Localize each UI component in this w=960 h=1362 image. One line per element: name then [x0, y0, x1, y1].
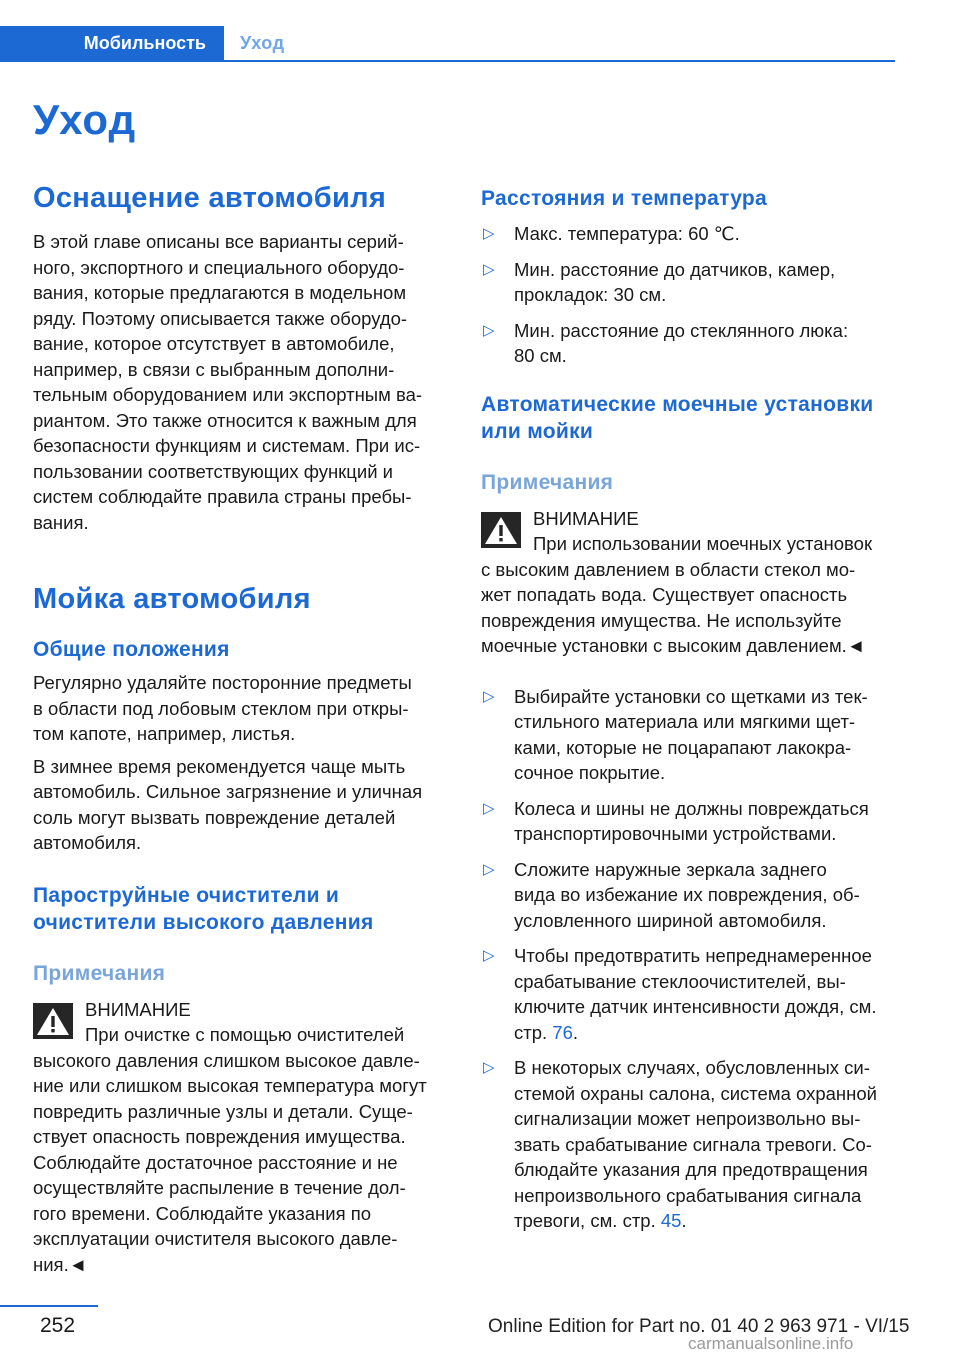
- list-item: [481, 221, 896, 247]
- page-title: Уход: [33, 96, 137, 143]
- triangle-bullet-icon: ▷: [483, 860, 495, 878]
- section-heading-equipment: Оснащение автомобиля: [33, 182, 387, 214]
- warning-text-right: При использовании моечных установок с высоким давлением в области стекол мо- жет попадать вода. Существует опасность повреждения имущества. Не используйте моечные установки с высоким давлением.◄: [481, 533, 873, 656]
- warning-triangle-icon: [481, 512, 521, 548]
- tab-care[interactable]: Уход: [240, 33, 285, 53]
- warning-block-left: [33, 995, 448, 1278]
- footer-rule: [0, 1305, 98, 1307]
- triangle-bullet-icon: ▷: [483, 947, 495, 964]
- list-item-text-tail: стр.: [514, 1021, 553, 1043]
- triangle-bullet-icon: ▷: [483, 225, 495, 242]
- list-item-text: В некоторых случаях, обусловленных си- стемой охраны салона, система охранной сигнализации может непроизвольно вы- звать срабатывание сигнала тревоги. Со- блюдайте указания для предотвращения непроизвольного срабатывания сигнала: [514, 1057, 877, 1206]
- warning-triangle-icon: [33, 1003, 73, 1039]
- list-item-text: Выбирайте установки со щетками из тек- стильного материала или мягкими щет- ками, которые не поцарапают лакокра- сочное покрытие.: [514, 685, 868, 783]
- list-item: [481, 796, 896, 847]
- page-link-45[interactable]: 45: [660, 1210, 682, 1231]
- section-heading-distances: Расстояния и температура: [481, 187, 768, 210]
- footer-edition: Online Edition for Part no. 01 40 2 963 971 - VI/15: [488, 1316, 910, 1337]
- warning-text-left: При очистке с помощью очистителей высокого давления слишком высокое давле- ние или слишком высокая температура могут повредить различные узлы и детали. Суще- ствует опасность повреждения имущества. Соблюдайте достаточное расстояние и не осуществляйте распыление в течение дол- гого времени. Соблюдайте указания по эксплуатации очистителя высокого давле- ния.◄: [33, 1024, 427, 1275]
- list-item: [481, 257, 896, 308]
- car-wash-list: [481, 684, 896, 1234]
- list-item: [481, 318, 896, 369]
- section-heading-car-wash: Автоматические моечные установки или мойки: [481, 392, 874, 443]
- list-item-text: Чтобы предотвратить непреднамеренное срабатывание стеклоочистителей, вы- ключите датчик интенсивности дождя, см.: [514, 945, 877, 1017]
- list-item-text-end: .: [681, 1210, 687, 1231]
- list-item: [481, 684, 896, 786]
- triangle-bullet-icon: ▷: [483, 1059, 495, 1076]
- subheading-general: Общие положения: [33, 638, 230, 661]
- list-item-text-end: .: [572, 1021, 579, 1043]
- general-paragraph-2: В зимнее время рекомендуется чаще мыть автомобиль. Сильное загрязнение и уличная соль могут вызвать повреждение деталей автомобиля.: [33, 755, 423, 853]
- triangle-bullet-icon: ▷: [483, 260, 495, 278]
- section-heading-washing: Мойка автомобиля: [33, 583, 311, 615]
- footer-watermark: carmanualsonline.info: [688, 1334, 854, 1353]
- triangle-bullet-icon: ▷: [483, 799, 495, 817]
- list-item-text-tail: тревоги, см. стр.: [514, 1210, 661, 1231]
- list-item-text: Мин. расстояние до датчиков, камер, прокладок: 30 см.: [514, 258, 836, 305]
- notes-heading-left: Примечания: [33, 961, 166, 985]
- page-link-76[interactable]: 76: [552, 1021, 573, 1043]
- general-paragraph-1: Регулярно удаляйте посторонние предметы в области под лобовым стеклом при откры- том капоте, например, листья.: [33, 672, 412, 744]
- subheading-pressure-washers: Пароструйные очистители и очистители высокого давления: [33, 883, 374, 934]
- warning-label-right: ВНИМАНИЕ: [533, 507, 639, 529]
- header-tabs: [0, 26, 895, 62]
- list-item-text: Мин. расстояние до стеклянного люка: 80 см.: [514, 319, 849, 366]
- list-item-text: Макс. температура: 60 ℃.: [514, 223, 740, 244]
- list-item-text: Колеса и шины не должны повреждаться транспортировочными устройствами.: [514, 797, 869, 844]
- triangle-bullet-icon: ▷: [483, 687, 495, 705]
- equipment-paragraph: В этой главе описаны все варианты серий- ного, экспортного и специального оборудо- вания, которые предлагаются в модельном ряду. Поэтому описывается также оборудо- вание, которое отсутствует в автомобиле, например, в связи с выбранным дополни- тельным оборудованием или экспортным ва- риантом. Это также относится к важным для безопасности функциям и системам. При ис- пользовании соответствующих функций и систем соблюдайте правила страны пребы- вания.: [33, 231, 423, 533]
- page-number: 252: [40, 1314, 76, 1337]
- left-column: [33, 180, 448, 1277]
- list-item: [481, 857, 896, 934]
- list-item: [481, 943, 896, 1045]
- right-column: [481, 180, 896, 1244]
- notes-heading-right: Примечания: [481, 470, 614, 494]
- triangle-bullet-icon: ▷: [483, 321, 495, 339]
- list-item-text: Сложите наружные зеркала заднего вида во избежание их повреждения, об- условленного шириной автомобиля.: [514, 858, 860, 931]
- list-item: [481, 1055, 896, 1234]
- header-rule: [0, 60, 895, 62]
- tab-mobility[interactable]: Мобильность: [0, 26, 224, 60]
- distances-list: [481, 221, 896, 369]
- warning-block-right: [481, 504, 896, 659]
- warning-label-left: ВНИМАНИЕ: [85, 998, 191, 1020]
